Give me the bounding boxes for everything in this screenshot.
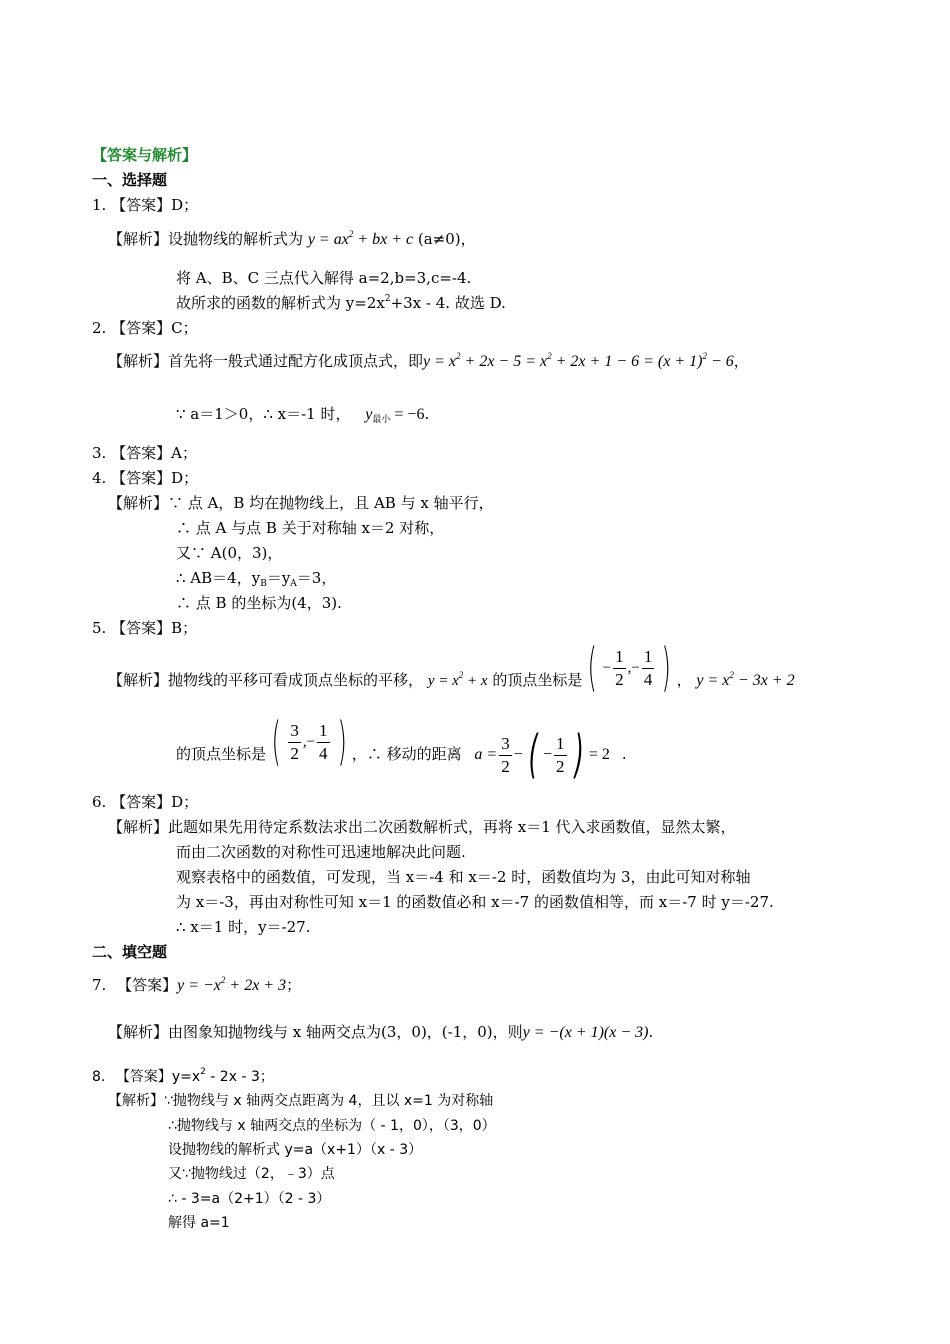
q5-formula-2: $y = x^2 - 3x + 2$: [696, 670, 795, 689]
q6-analysis-line-3: 观察表格中的函数值，可发现，当 x＝-4 和 x＝-2 时，函数值均为 3，由此可知对称轴: [176, 868, 751, 886]
q5-vertex-2: ( $\frac{3}{2}$ , − $\frac{1}{4}$ ): [271, 712, 347, 772]
q2-period: .: [424, 405, 430, 423]
q1-condition: (a≠0)，: [417, 230, 476, 248]
q8-analysis-line-3: 设抛物线的解析式 y=a（x+1）（x - 3）: [168, 1142, 423, 1158]
q7-period: .: [648, 1023, 654, 1041]
q6-analysis-line-1: [108, 817, 736, 837]
q2-answer-value: C；: [171, 319, 198, 337]
q1-text: 设抛物线的解析式为: [168, 230, 304, 248]
q5-analysis-tag: 【解析】: [108, 671, 169, 689]
q2-answer: [92, 318, 198, 338]
q2-analysis-tag: 【解析】: [108, 352, 169, 370]
q8-answer-tag: 【答案】: [115, 1069, 172, 1085]
q8-analysis-line-2: ∴抛物线与 x 轴两交点的坐标为（ - 1，0），（3，0）: [168, 1118, 496, 1134]
q6-answer-tag: 【答案】: [111, 793, 172, 811]
q2-analysis-line-2: [176, 404, 429, 425]
q5-text: 抛物线的平移可看成顶点坐标的平移，: [168, 671, 424, 689]
q1-analysis-line-3: 故所求的函数的解析式为 $y=2x^2+3x - 4$. 故选 D.: [176, 294, 506, 312]
q8-analysis-line-4: 又∵抛物线过（2，﹣3）点: [168, 1166, 335, 1182]
q4-answer-value: D；: [171, 469, 199, 487]
q5-distance-formula: a = $\frac{3}{2}$ − ( − $\frac{1}{2}$ ) = 2: [474, 725, 610, 785]
q6-answer: [92, 792, 198, 812]
q5-number: 5.: [92, 619, 107, 637]
q7-number: 7.: [92, 976, 107, 994]
q4-answer: [92, 468, 198, 488]
q7-analysis-line-1: [108, 1022, 653, 1043]
q2-condition: ∵ a＝1＞0，∴ x＝-1 时，: [176, 405, 351, 423]
q4-analysis-line-1: [108, 493, 494, 513]
q8-text: ∵抛物线与 x 轴两交点距离为 4，且以 x=1 为对称轴: [164, 1093, 494, 1109]
q5-vertex-1: ( − $\frac{1}{2}$ , − $\frac{1}{4}$ ): [587, 638, 672, 698]
q6-number: 6.: [92, 793, 107, 811]
q5-formula-1: $y = x^2 + x$: [427, 670, 488, 689]
q5-comma: ，: [676, 671, 692, 689]
q2-formula: $y = x^2 + 2x - 5 = x^2 + 2x + 1 - 6 = (x + 1)^2 - 6$: [423, 351, 734, 370]
q1-number: 1.: [92, 196, 107, 214]
q4-number: 4.: [92, 469, 107, 487]
q7-semicolon: ；: [286, 976, 302, 994]
q4-text: ∵ 点 A，B 均在抛物线上，且 AB 与 x 轴平行，: [168, 494, 494, 512]
q2-number: 2.: [92, 319, 107, 337]
q4-analysis-line-2: ∴ 点 A 与点 B 关于对称轴 x＝2 对称，: [176, 519, 445, 537]
q6-analysis-line-4: 为 x＝-3，再由对称性可知 x＝1 的函数值必和 x＝-7 的函数值相等，而 x＝-7 时 y＝-27.: [176, 893, 774, 911]
q4-analysis-line-3: 又∵ A(0，3)，: [176, 544, 283, 562]
q4-answer-tag: 【答案】: [111, 469, 172, 487]
q6-analysis-tag: 【解析】: [108, 818, 169, 836]
answer-header: 【答案与解析】: [92, 146, 198, 164]
q6-answer-value: D；: [171, 793, 199, 811]
q7-text: 由图象知抛物线与 x 轴两交点为(3，0)，(-1，0)，则: [168, 1023, 523, 1041]
q4-analysis-line-5: ∴ 点 B 的坐标为(4，3).: [176, 594, 342, 612]
q1-formula: $y = ax^2$ + bx + c: [307, 229, 414, 248]
q7-answer-tag: 【答案】: [117, 976, 178, 994]
q5-vertex-label-2: 的顶点坐标是: [176, 745, 267, 763]
q5-distance-label: ，∴ 移动的距离: [351, 745, 462, 763]
q1-analysis-line-1: [108, 229, 476, 250]
q5-answer-tag: 【答案】: [111, 619, 172, 637]
q2-comma: ，: [733, 352, 749, 370]
q6-analysis-line-2: 而由二次函数的对称性可迅速地解决此问题.: [176, 843, 466, 861]
section-fill-in: 二、填空题: [92, 943, 168, 961]
q5-analysis-line-1: [108, 640, 795, 709]
q1-answer: [92, 195, 198, 215]
q7-answer-formula: $y = -x^2 + 2x + 3$: [177, 975, 287, 994]
q7-formula: y = −(x + 1)(x − 3): [522, 1024, 649, 1041]
q5-answer-value: B；: [171, 619, 198, 637]
q2-text: 首先将一般式通过配方化成顶点式，即: [168, 352, 424, 370]
q5-vertex-label: 的顶点坐标是: [492, 671, 583, 689]
q2-analysis-line-1: [108, 351, 749, 372]
q3-answer-tag: 【答案】: [111, 444, 172, 462]
q1-analysis-line-2: 将 A、B、C 三点代入解得 a=2,b=3,c=-4.: [176, 269, 472, 287]
q7-analysis-tag: 【解析】: [108, 1023, 169, 1041]
q3-number: 3.: [92, 444, 107, 462]
q3-answer: [92, 443, 197, 463]
q6-analysis-line-5: ∴ x＝1 时，y＝-27.: [176, 918, 311, 936]
q8-analysis-tag: 【解析】: [108, 1093, 164, 1109]
q5-answer: [92, 618, 197, 638]
q8-analysis-line-6: 解得 a=1: [168, 1215, 230, 1231]
section-multiple-choice: 一、选择题: [92, 171, 168, 189]
q5-analysis-line-2: [176, 712, 627, 785]
q6-text: 此题如果先用待定系数法求出二次函数解析式，再将 x＝1 代入求函数值，显然太繁，: [168, 818, 736, 836]
q8-number: 8.: [92, 1069, 106, 1085]
q1-answer-tag: 【答案】: [111, 196, 172, 214]
q1-analysis-tag: 【解析】: [108, 230, 169, 248]
q8-answer-value: $y=x^2 - 2x - 3$；: [171, 1067, 274, 1085]
q2-answer-tag: 【答案】: [111, 319, 172, 337]
q1-answer-value: D；: [171, 196, 199, 214]
q7-answer: [92, 975, 301, 996]
q5-period: .: [621, 745, 627, 763]
q2-min-formula: $y_{最小} = -6$: [365, 406, 425, 424]
q3-answer-value: A；: [171, 444, 197, 462]
q4-analysis-line-4: ∴ AB＝4，$y_B=y_A=3$，: [176, 569, 337, 589]
q4-analysis-tag: 【解析】: [108, 494, 169, 512]
q8-answer: [92, 1067, 274, 1087]
q8-analysis-line-1: [108, 1091, 493, 1111]
q8-analysis-line-5: ∴ - 3=a（2+1）（2 - 3）: [168, 1191, 331, 1207]
